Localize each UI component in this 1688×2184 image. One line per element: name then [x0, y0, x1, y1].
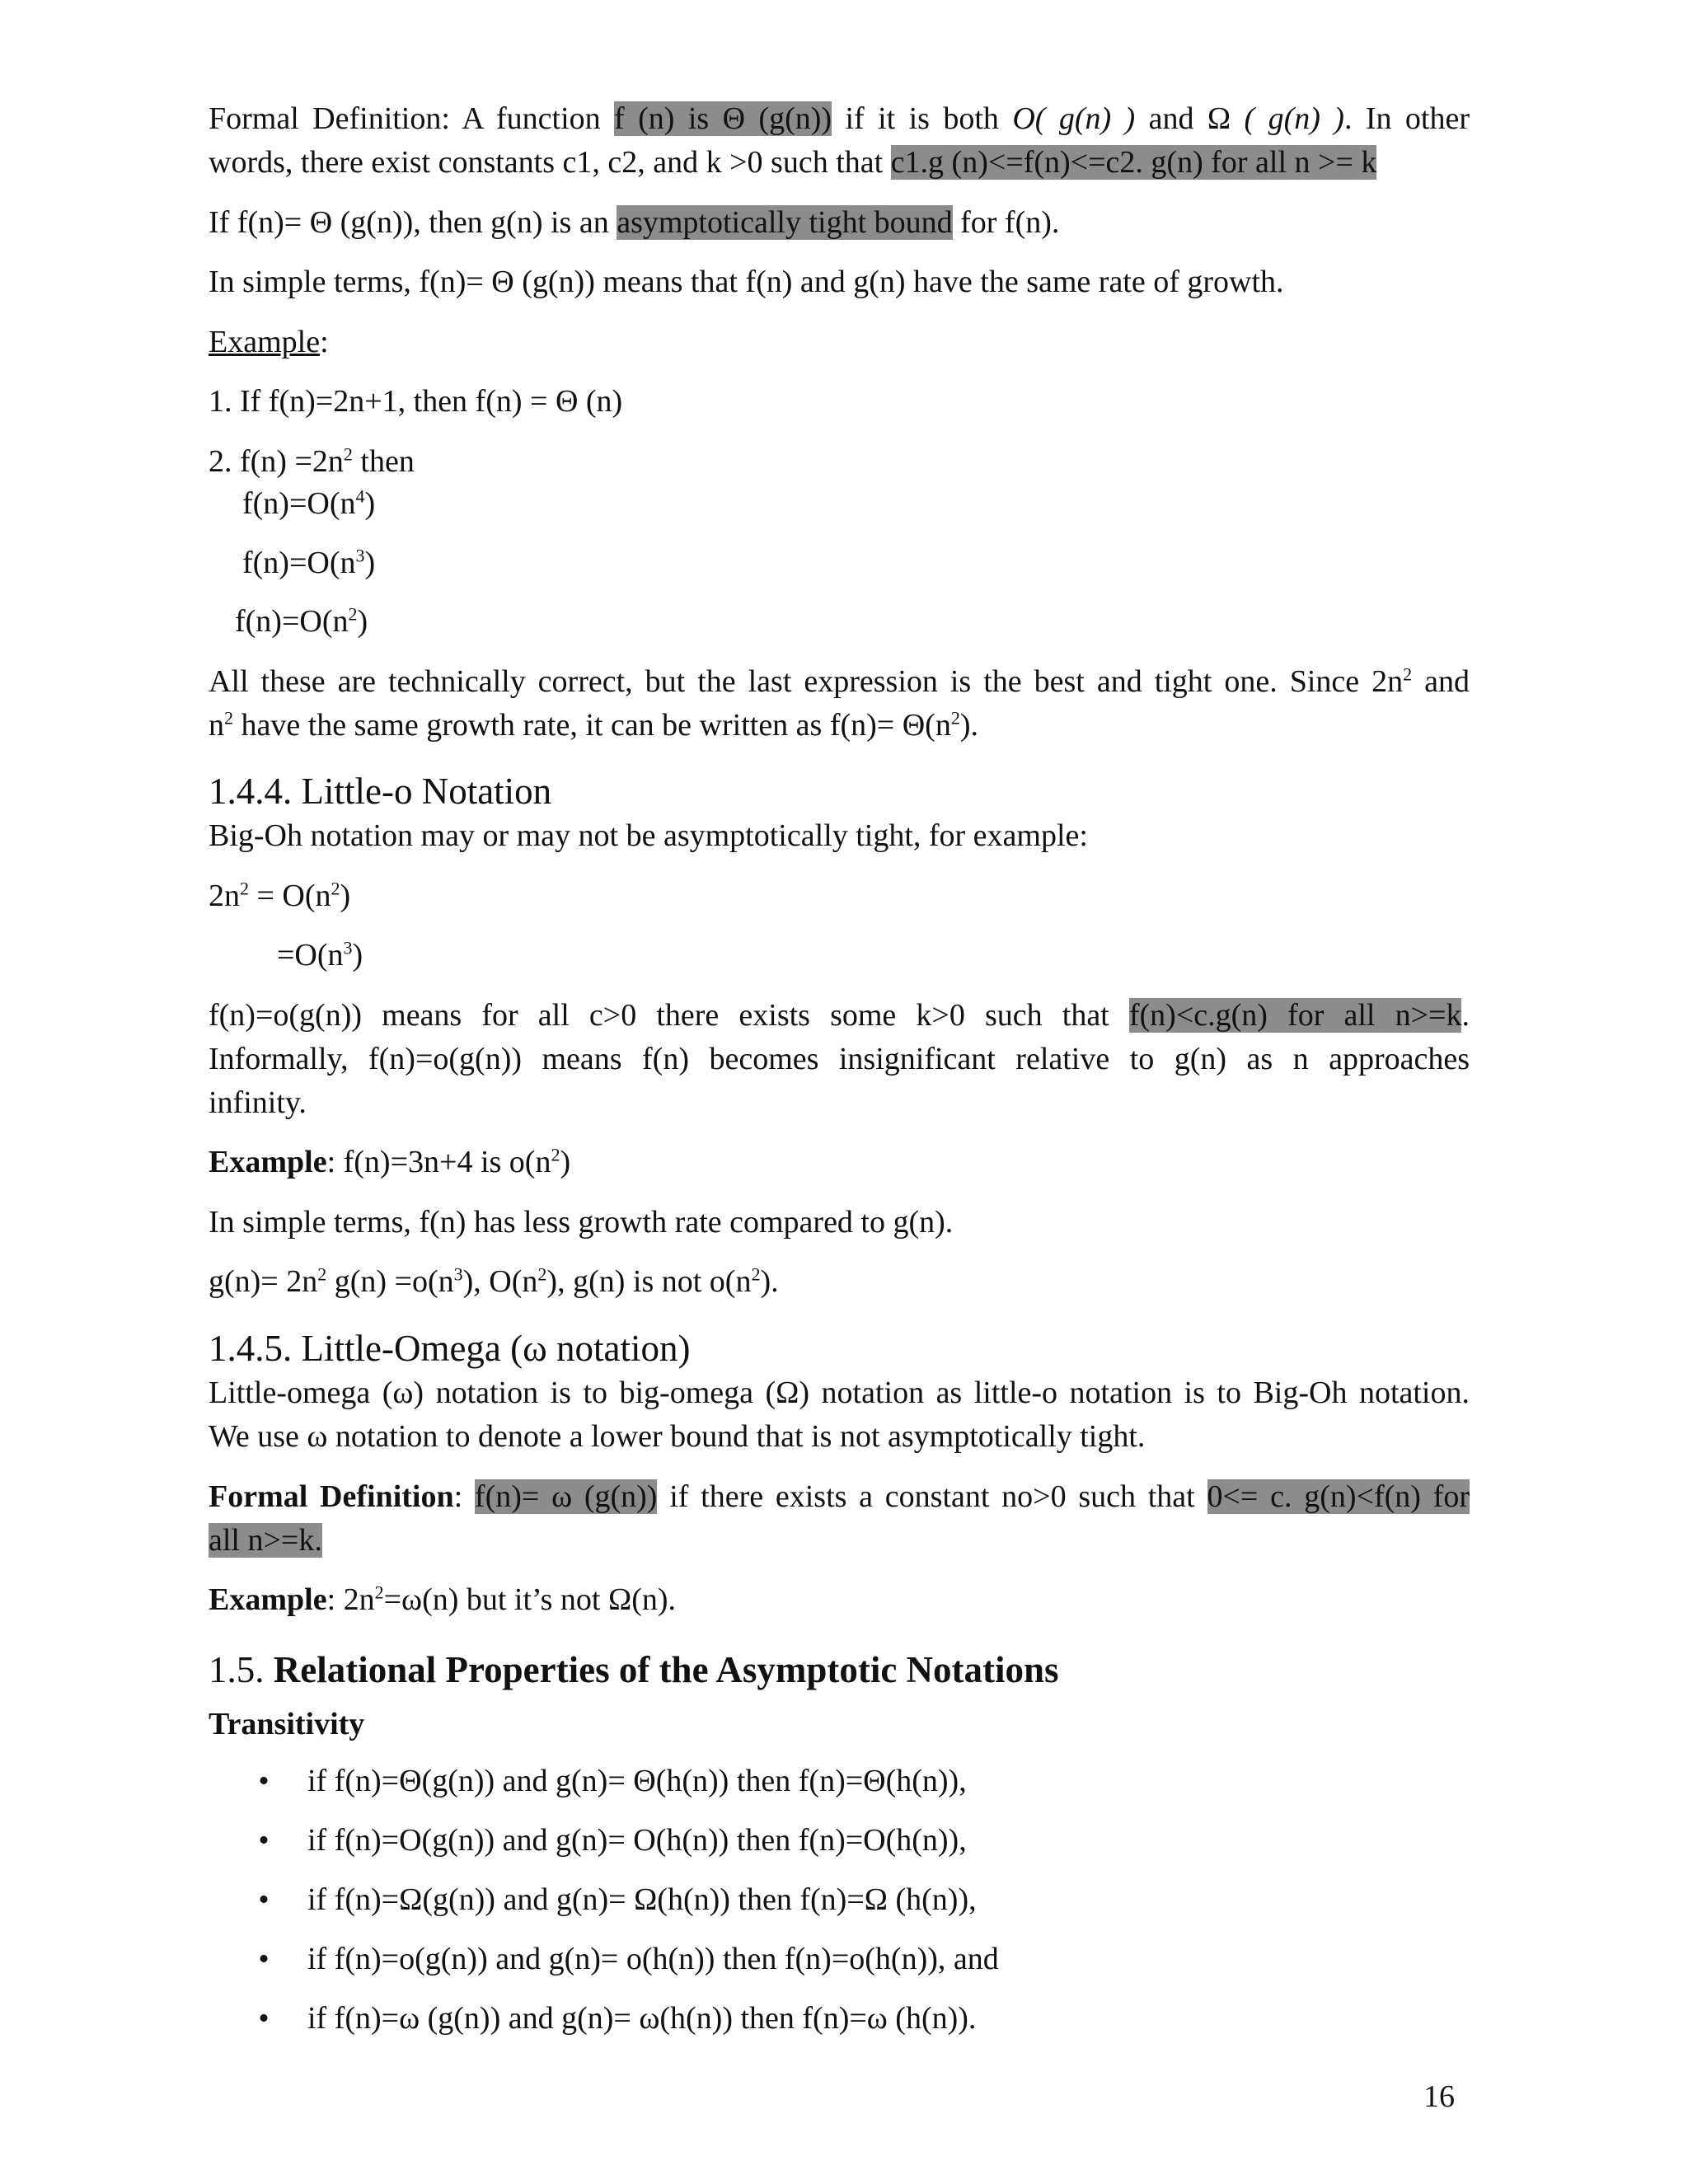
little-o-example: Example: f(n)=3n+4 is $o(n^2)$ [209, 1144, 571, 1179]
little-omega-intro-1: Little-omega (ω) notation is to big-omega (Ω) notation as little-o notation is to Big-Oh notation. [209, 1376, 1470, 1410]
little-o-heading: 1.4.4. Little-o Notation [209, 771, 552, 812]
page-number: 16 [1423, 2079, 1455, 2114]
little-o-definition-line-3: infinity. [209, 1085, 307, 1120]
list-item: • if f(n)=Θ(g(n)) and g(n)= Θ(h(n)) then f(n)=Θ(h(n)), [251, 1760, 999, 1819]
little-o-g-example: $g(n)= 2n^2$ $g(n) =o(n^3)$, $O(n^2)$, g(n) is not $o(n^2)$. [209, 1263, 779, 1299]
highlight: 0<= c. g(n)<f(n) for [1207, 1479, 1470, 1514]
highlight: f (n) is Θ (g(n)) [614, 101, 832, 136]
little-omega-heading: 1.4.5. Little-Omega (ω notation) [209, 1328, 691, 1369]
list-item: • if f(n)=O(g(n)) and g(n)= O(h(n)) then f(n)=O(h(n)), [251, 1819, 999, 1878]
highlight: asymptotically tight bound [617, 205, 953, 240]
highlight: f(n)= ω (g(n)) [474, 1479, 658, 1514]
list-item: • if f(n)=ω (g(n)) and g(n)= ω(h(n)) then f(n)=ω (h(n)). [251, 1997, 999, 2056]
relational-properties-heading: 1.5. Relational Properties of the Asymptotic Notations [209, 1649, 1059, 1690]
bullet-icon: • [258, 2001, 270, 2036]
little-o-simple-terms: In simple terms, f(n) has less growth rate compared to g(n). [209, 1205, 954, 1240]
little-omega-definition-line-1: Formal Definition: f(n)= ω (g(n)) if there exists a constant no>0 such that 0<= c. g(n)<f(n) for [209, 1479, 1470, 1514]
little-omega-definition-line-2 [209, 1519, 1470, 1563]
bullet-icon: • [258, 1942, 270, 1976]
example-1: 1. If f(n)=2n+1, then f(n) = Θ (n) [209, 384, 623, 419]
example-label: Example: [209, 325, 329, 359]
example-2: 2. $f(n) =2n^2$ then [209, 443, 415, 479]
bullet-icon: • [258, 1882, 270, 1917]
little-o-definition-line-2: Informally, f(n)=o(g(n)) means f(n) becomes insignificant relative to g(n) as n approaches [209, 1042, 1470, 1076]
bullet-icon: • [258, 1823, 270, 1858]
theta-definition-line-1: Formal Definition: A function f (n) is Θ (g(n)) if it is both O( g(n) ) and Ω ( g(n) ). In other [209, 101, 1470, 136]
highlight: all n>=k. [209, 1523, 322, 1558]
all-correct-line-1: All these are technically correct, but the last expression is the best and tight one. Since $2n^2$ and [209, 663, 1470, 699]
all-correct-line-2: $n^2$ have the same growth rate, it can be written as $f(n)= \Theta(n^2)$. [209, 707, 978, 743]
little-o-intro: Big-Oh notation may or may not be asymptotically tight, for example: [209, 818, 1088, 853]
little-omega-intro-2: We use ω notation to denote a lower bound that is not asymptotically tight. [209, 1419, 1146, 1454]
list-item: • if f(n)=o(g(n)) and g(n)= o(h(n)) then f(n)=o(h(n)), and [251, 1938, 999, 1997]
highlight: f(n)<c.g(n) for all n>=k [1128, 998, 1462, 1033]
little-omega-example: Example: $2n^2=\omega(n)$ but it’s not Ω(n). [209, 1582, 677, 1617]
little-o-equation-2: $=O(n^3)$ [277, 937, 363, 972]
tight-bound-paragraph: If f(n)= Θ (g(n)), then g(n) is an asymptotically tight bound for f(n). [209, 205, 1060, 240]
little-o-definition-line-1: f(n)=o(g(n)) means for all c>0 there exists some k>0 such that f(n)<c.g(n) for all n>=k. [209, 998, 1470, 1033]
highlight: c1.g (n)<=f(n)<=c2. g(n) for all n >= k [890, 145, 1377, 180]
theta-simple-terms: In simple terms, f(n)= Θ (g(n)) means that f(n) and g(n) have the same rate of growth. [209, 265, 1284, 299]
example-2-line-2: $f(n)=O(n^3)$ [242, 545, 376, 580]
transitivity-list [251, 1760, 999, 2056]
transitivity-subheading: Transitivity [209, 1707, 365, 1741]
theta-definition-line-2: words, there exist constants c1, c2, and k >0 such that c1.g (n)<=f(n)<=c2. g(n) for all n >= k [209, 145, 1377, 180]
document-page [209, 0, 1470, 2184]
bullet-icon: • [258, 1764, 270, 1798]
list-item: • if f(n)=Ω(g(n)) and g(n)= Ω(h(n)) then f(n)=Ω (h(n)), [251, 1878, 999, 1938]
example-2-line-1: $f(n)=O(n^4)$ [242, 485, 376, 521]
example-2-line-3: $f(n)=O(n^2)$ [235, 603, 368, 639]
little-o-equation-1: $2n^2 = O(n^2)$ [209, 878, 351, 913]
